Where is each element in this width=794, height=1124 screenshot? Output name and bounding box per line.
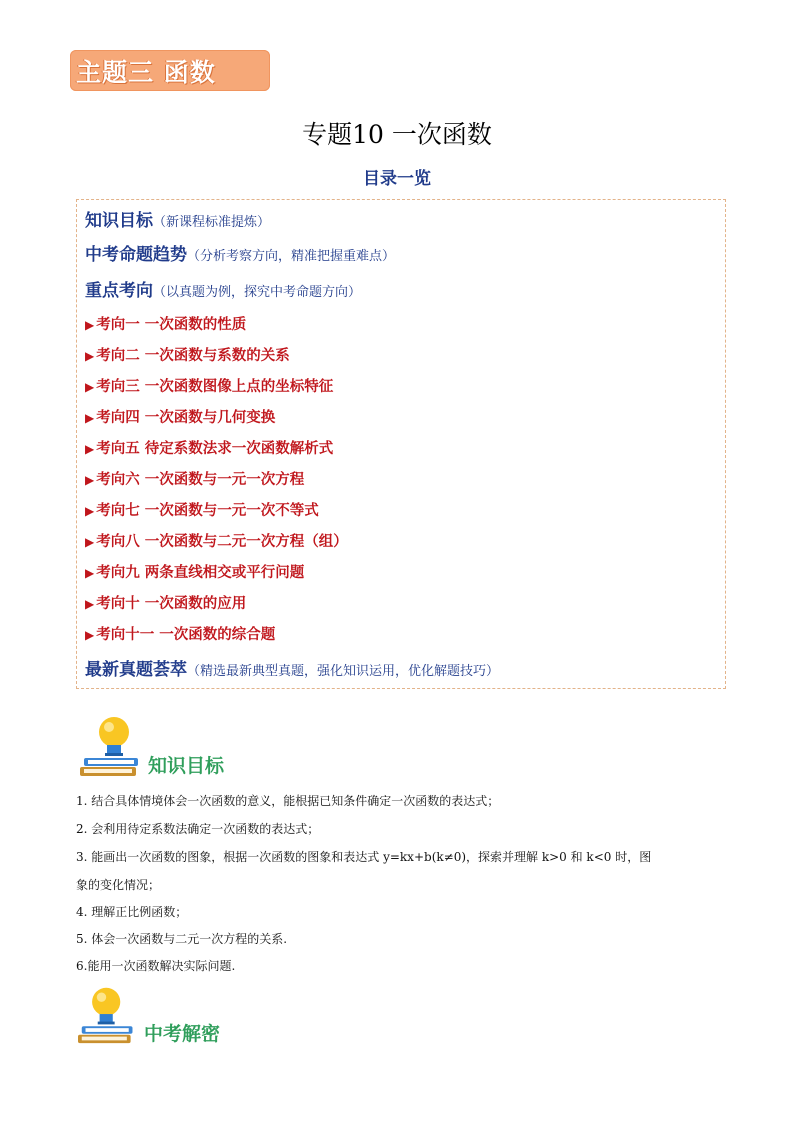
toc-direction-5[interactable]: ▶ 考向五 待定系数法求一次函数解析式 [85,441,334,457]
section-knowledge-title: 知识目标 [148,755,225,777]
triangle-icon: ▶ [85,349,95,363]
topic-badge [70,50,270,91]
goal-item-6: 6.能用一次函数解决实际问题. [76,959,236,973]
toc-direction-10[interactable]: ▶ 考向十 一次函数的应用 [85,596,247,612]
toc-direction-2[interactable]: ▶ 考向二 一次函数与系数的关系 [85,348,290,364]
toc-latest[interactable] [85,655,499,680]
toc-key-note: （以真题为例，探究中考命题方向） [153,285,362,300]
section-knowledge-header [78,712,224,780]
table-of-contents [76,199,726,689]
lightbulb-books-icon [78,712,144,780]
goal-item-3: 3. 能画出一次函数的图象，根据一次函数的图象和表达式 y=kx+b(k≠0)，探索并理解 k>0 和 k<0 时，图 [76,850,652,864]
toc-direction-6[interactable]: ▶ 考向六 一次函数与一元一次方程 [85,472,305,488]
toc-latest-label: 最新真题荟萃 [85,660,187,680]
lightbulb-books-icon [78,982,140,1048]
triangle-icon: ▶ [85,566,95,580]
toc-latest-note: （精选最新典型真题，强化知识运用，优化解题技巧） [187,664,500,679]
triangle-icon: ▶ [85,473,95,487]
toc-knowledge[interactable] [85,206,270,231]
section-exam-header [78,982,220,1048]
toc-direction-7[interactable]: ▶ 考向七 一次函数与一元一次不等式 [85,503,319,519]
goal-item-3-cont: 象的变化情况； [76,878,161,892]
toc-key-label: 重点考向 [85,281,153,301]
toc-direction-1[interactable]: ▶ 考向一 一次函数的性质 [85,317,247,333]
toc-trend-note: （分析考察方向，精准把握重难点） [187,249,396,264]
toc-direction-8[interactable]: ▶ 考向八 一次函数与二元一次方程（组） [85,534,348,550]
toc-knowledge-note: （新课程标准提炼） [153,215,271,230]
toc-trend[interactable] [85,240,395,265]
goal-item-5: 5. 体会一次函数与二元一次方程的关系. [76,932,288,946]
triangle-icon: ▶ [85,442,95,456]
triangle-icon: ▶ [85,597,95,611]
triangle-icon: ▶ [85,628,95,642]
toc-key[interactable] [85,276,361,301]
triangle-icon: ▶ [85,411,95,425]
toc-direction-11[interactable]: ▶ 考向十一 一次函数的综合题 [85,627,276,643]
goal-item-1: 1. 结合具体情境体会一次函数的意义，能根据已知条件确定一次函数的表达式； [76,794,500,808]
topic-badge-label: 主题三 函数 [76,57,216,87]
toc-trend-label: 中考命题趋势 [85,245,187,265]
triangle-icon: ▶ [85,504,95,518]
triangle-icon: ▶ [85,535,95,549]
document-title: 专题10 一次函数 [302,120,492,149]
toc-direction-9[interactable]: ▶ 考向九 两条直线相交或平行问题 [85,565,305,581]
toc-knowledge-label: 知识目标 [85,211,153,231]
toc-title: 目录一览 [363,169,431,189]
triangle-icon: ▶ [85,380,95,394]
toc-direction-3[interactable]: ▶ 考向三 一次函数图像上点的坐标特征 [85,379,334,395]
toc-direction-4[interactable]: ▶ 考向四 一次函数与几何变换 [85,410,276,426]
section-exam-title: 中考解密 [144,1023,221,1045]
goal-item-4: 4. 理解正比例函数； [76,905,188,919]
triangle-icon: ▶ [85,318,95,332]
goal-item-2: 2. 会利用待定系数法确定一次函数的表达式； [76,822,320,836]
